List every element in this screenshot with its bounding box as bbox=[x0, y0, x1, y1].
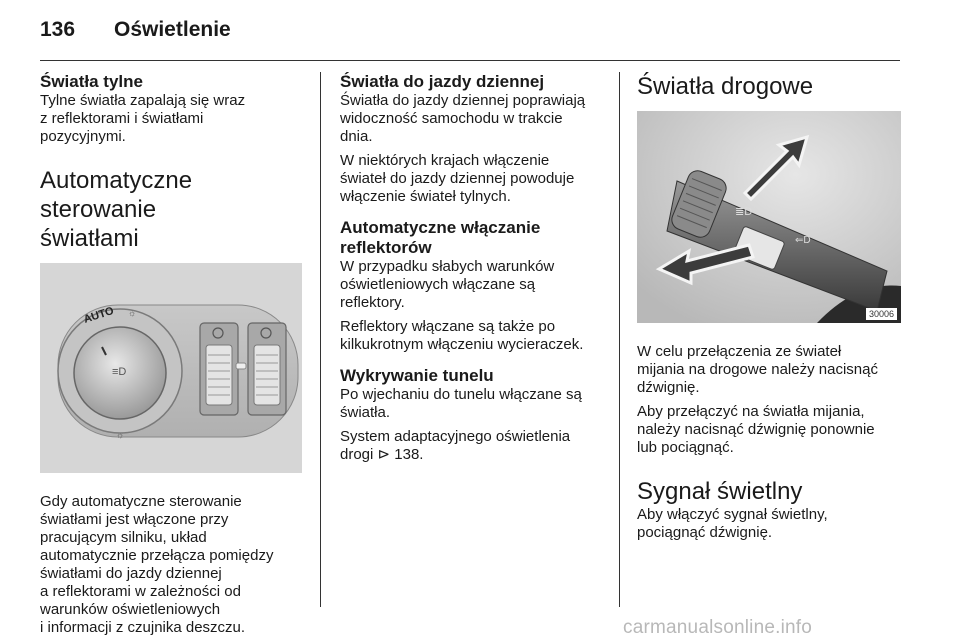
stalk-illustration bbox=[637, 111, 901, 323]
watermark-text: carmanualsonline.info bbox=[623, 617, 813, 638]
paragraph-daytime-lights-1: Światła do jazdy dziennej poprawiają widoczność samochodu w trakcie dnia. bbox=[340, 92, 586, 145]
paragraph-daytime-lights-2: W niektórych krajach włączenie świateł do jazdy dziennej powoduje włączenie świateł tylnych. bbox=[340, 152, 575, 205]
paragraph-high-beam-2: Aby przełączyć na światła mijania, należy nacisnąć dźwignię ponownie lub pociągnąć. bbox=[637, 403, 875, 456]
figure-number: 30006 bbox=[866, 308, 897, 320]
svg-text:⇐D: ⇐D bbox=[795, 235, 811, 246]
svg-text:≣D: ≣D bbox=[735, 206, 753, 218]
heading-flash-signal: Sygnał świetlny bbox=[637, 478, 803, 505]
heading-high-beam: Światła drogowe bbox=[637, 73, 814, 100]
light-switch-illustration bbox=[40, 263, 302, 473]
paragraph-auto-headlights-1: W przypadku słabych warunków oświetleniowych włączane są reflektory. bbox=[340, 258, 555, 311]
svg-text:≡D: ≡D bbox=[112, 366, 127, 378]
svg-text:☼: ☼ bbox=[128, 308, 137, 318]
stalk-figure bbox=[637, 111, 901, 323]
header-divider bbox=[40, 60, 900, 61]
svg-text:AUTO: AUTO bbox=[82, 304, 116, 326]
svg-text:☼: ☼ bbox=[116, 430, 125, 440]
column-2 bbox=[340, 72, 610, 464]
light-switch-figure bbox=[40, 263, 302, 473]
heading-rear-lights: Światła tylne bbox=[40, 72, 143, 91]
paragraph-tunnel-1: Po wjechaniu do tunelu włączane są światła. bbox=[340, 386, 582, 421]
paragraph-auto-headlights-2: Reflektory włączane są także po kilkukrotnym włączeniu wycieraczek. bbox=[340, 318, 584, 353]
paragraph-auto-lights: Gdy automatyczne sterowanie światłami jest włączone przy pracującym silniku, układ automatycznie przełącza pomiędzy światłami do jazdy dziennej a reflektorami w zależności od warunków oświetleniowych i informacji z czujnika deszczu. bbox=[40, 493, 274, 636]
page-number: 136 bbox=[40, 18, 76, 41]
paragraph-flash-signal: Aby włączyć sygnał świetlny, pociągnąć dźwignię. bbox=[637, 506, 828, 541]
heading-tunnel-detection: Wykrywanie tunelu bbox=[340, 366, 494, 385]
heading-auto-headlights: Automatyczne włączanie reflektorów bbox=[340, 218, 541, 257]
paragraph-rear-lights: Tylne światła zapalają się wraz z reflektorami i światłami pozycyjnymi. bbox=[40, 92, 246, 145]
heading-auto-lights: Automatyczne sterowanie światłami bbox=[40, 167, 193, 252]
column-3 bbox=[637, 72, 901, 542]
heading-daytime-lights: Światła do jazdy dziennej bbox=[340, 72, 545, 91]
column-divider-2 bbox=[619, 72, 620, 607]
chapter-title: Oświetlenie bbox=[114, 18, 231, 41]
paragraph-tunnel-2: System adaptacyjnego oświetlenia drogi ⊳ 138. bbox=[340, 428, 571, 463]
page-header bbox=[40, 18, 900, 58]
column-divider-1 bbox=[320, 72, 321, 607]
column-1 bbox=[40, 72, 302, 637]
paragraph-high-beam-1: W celu przełączenia ze świateł mijania na drogowe należy nacisnąć dźwignię. bbox=[637, 343, 878, 396]
